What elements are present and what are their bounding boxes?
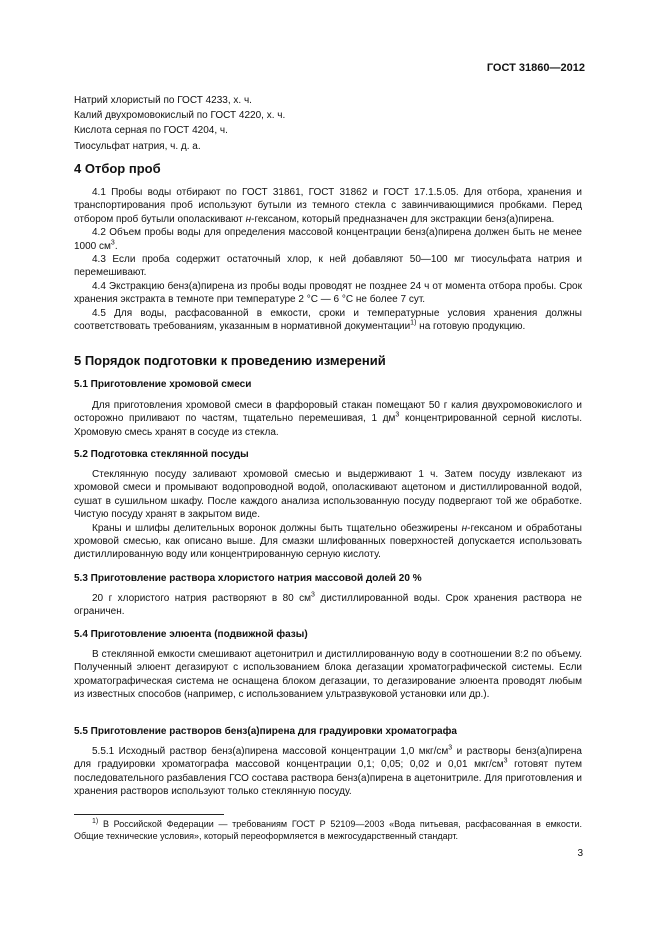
section-5-title: 5 Порядок подготовки к проведению измерений [74,353,386,368]
section-4-title: 4 Отбор проб [74,161,161,176]
subsection-5-4-title: 5.4 Приготовление элюента (подвижной фазы) [74,629,308,640]
subsection-5-3-title: 5.3 Приготовление раствора хлористого натрия массовой долей 20 % [74,573,422,584]
footnote-marker: 1) [92,818,99,825]
paragraph-5-1: Для приготовления хромовой смеси в фарфоровый стакан помещают 50 г калия двухромовокислого и осторожно приливают по частям, тщательно перемешивая, 1 $дм^3$ концентрированной серной кислоты. Хромовую смесь хранят в сосуде из стекла. [74,400,583,438]
paragraph-5-3: 20 г хлористого натрия растворяют в 80 $см^3$ дистиллированной воды. Срок хранения раствора не ограничен. [74,591,582,618]
section-4-body [74,186,582,333]
subsection-5-2-heading [74,448,582,461]
subsection-5-1-heading [74,378,582,391]
subsection-5-5-title: 5.5 Приготовление растворов бенз(а)пирена для градуировки хроматографа [74,726,457,737]
standard-code: ГОСТ 31860—2012 [486,62,585,74]
paragraph-4-4: 4.4 Экстракцию бенз(а)пирена из пробы воды проводят не позднее 24 ч от момента отбора пробы. Срок хранения экстракта в темноте при температуре 2 °С — 6 °С не более 7 сут. [74,280,582,306]
paragraph-5-2-2: Краны и шлифы делительных воронок должны быть тщательно обезжирены н-гексаном и обработаны хромовой смесью, как описано выше. Для смазки шлифованных поверхностей допускается использовать дистиллированную воду или концентрированную серную кислоту. [74,522,582,561]
page-number: 3 [577,848,583,859]
reagent-list [74,93,285,154]
paragraph-5-4: В стеклянной емкости смешивают ацетонитрил и дистиллированную воду в соотношении 8:2 по объему. Полученный элюент дегазируют с использованием блока дегазации хроматографической системы. Если хроматографическая система не оснащена блоком дегазации, то дегазирование элюента проводят любым из известных способов (например, с использованием ультразвуковой установки или др.). [74,649,582,701]
footnote-divider [74,814,224,815]
subsection-5-4-heading [74,628,582,641]
footnote-text: В Российской Федерации — требованиям ГОСТ Р 52109—2003 «Вода питьевая, расфасованная в емкости. Общие технические условия», который переоформляется в межгосударственный стандарт. [74,819,582,841]
subsection-5-2-title: 5.2 Подготовка стеклянной посуды [74,449,249,460]
footnote [74,818,582,842]
subsection-5-5-body [74,745,582,799]
section-5-heading [74,354,582,367]
paragraph-4-2: 4.2 Объем пробы воды для определения массовой концентрации бенз(а)пирена должен быть не менее 1000 $см^3$. [74,227,582,252]
subsection-5-3-heading [74,572,582,585]
subsection-5-5-heading [74,725,582,738]
reagent-item: Кислота серная по ГОСТ 4204, ч. [74,125,228,137]
paragraph-4-1: 4.1 Пробы воды отбирают по ГОСТ 31861, ГОСТ 31862 и ГОСТ 17.1.5.05. Для отбора, хранения и транспортирования проб используют бутыли из темного стекла с завинчивающимися пробками. Перед отбором проб бутыли ополаскивают н-гексаном, который предназначен для экстракции бенз(а)пирена. [74,187,582,225]
paragraph-5-2-1: Стеклянную посуду заливают хромовой смесью и выдерживают 1 ч. Затем посуду извлекают из хромовой смеси и промывают водопроводной водой, ополаскивают ацетоном и дистиллированной водой, сушат в сушильном шкафу. После каждого анализа использованную посуду подвергают той же обработке. Чистую посуду хранят в закрытом виде. [74,469,582,521]
paragraph-4-5: 4.5 Для воды, расфасованной в емкости, сроки и температурные условия хранения должны соответствовать требованиям, указанным в нормативной документации$^{1)}$ на готовую продукцию. [74,307,582,333]
paragraph-4-3: 4.3 Если проба содержит остаточный хлор, к ней добавляют 50—100 мг тиосульфата натрия и перемешивают. [74,254,582,279]
subsection-5-4-body [74,648,582,702]
subsection-5-2-body [74,468,582,562]
subsection-5-1-title: 5.1 Приготовление хромовой смеси [74,379,252,390]
paragraph-5-5-1: 5.5.1 Исходный раствор бенз(а)пирена массовой концентрации 1,0 мкг/$см^3$ и растворы бенз(а)пирена для градуировки хроматографа массовой концентрации 0,1; 0,05; 0,02 и 0,01 мкг/$см^3$ готовят путем последовательного разбавления ГСО состава раствора бенз(а)пирена в ацетонитриле. Для приготовления и хранения растворов используют только стеклянную посуду. [74,744,583,798]
reagent-item: Натрий хлористый по ГОСТ 4233, х. ч. [74,95,252,106]
subsection-5-3-body [74,592,582,619]
subsection-5-1-body [74,399,582,439]
reagent-item: Калий двухромовокислый по ГОСТ 4220, х. ч. [74,110,286,122]
section-4-heading [74,162,582,175]
reagent-item: Тиосульфат натрия, ч. д. а. [74,140,201,152]
